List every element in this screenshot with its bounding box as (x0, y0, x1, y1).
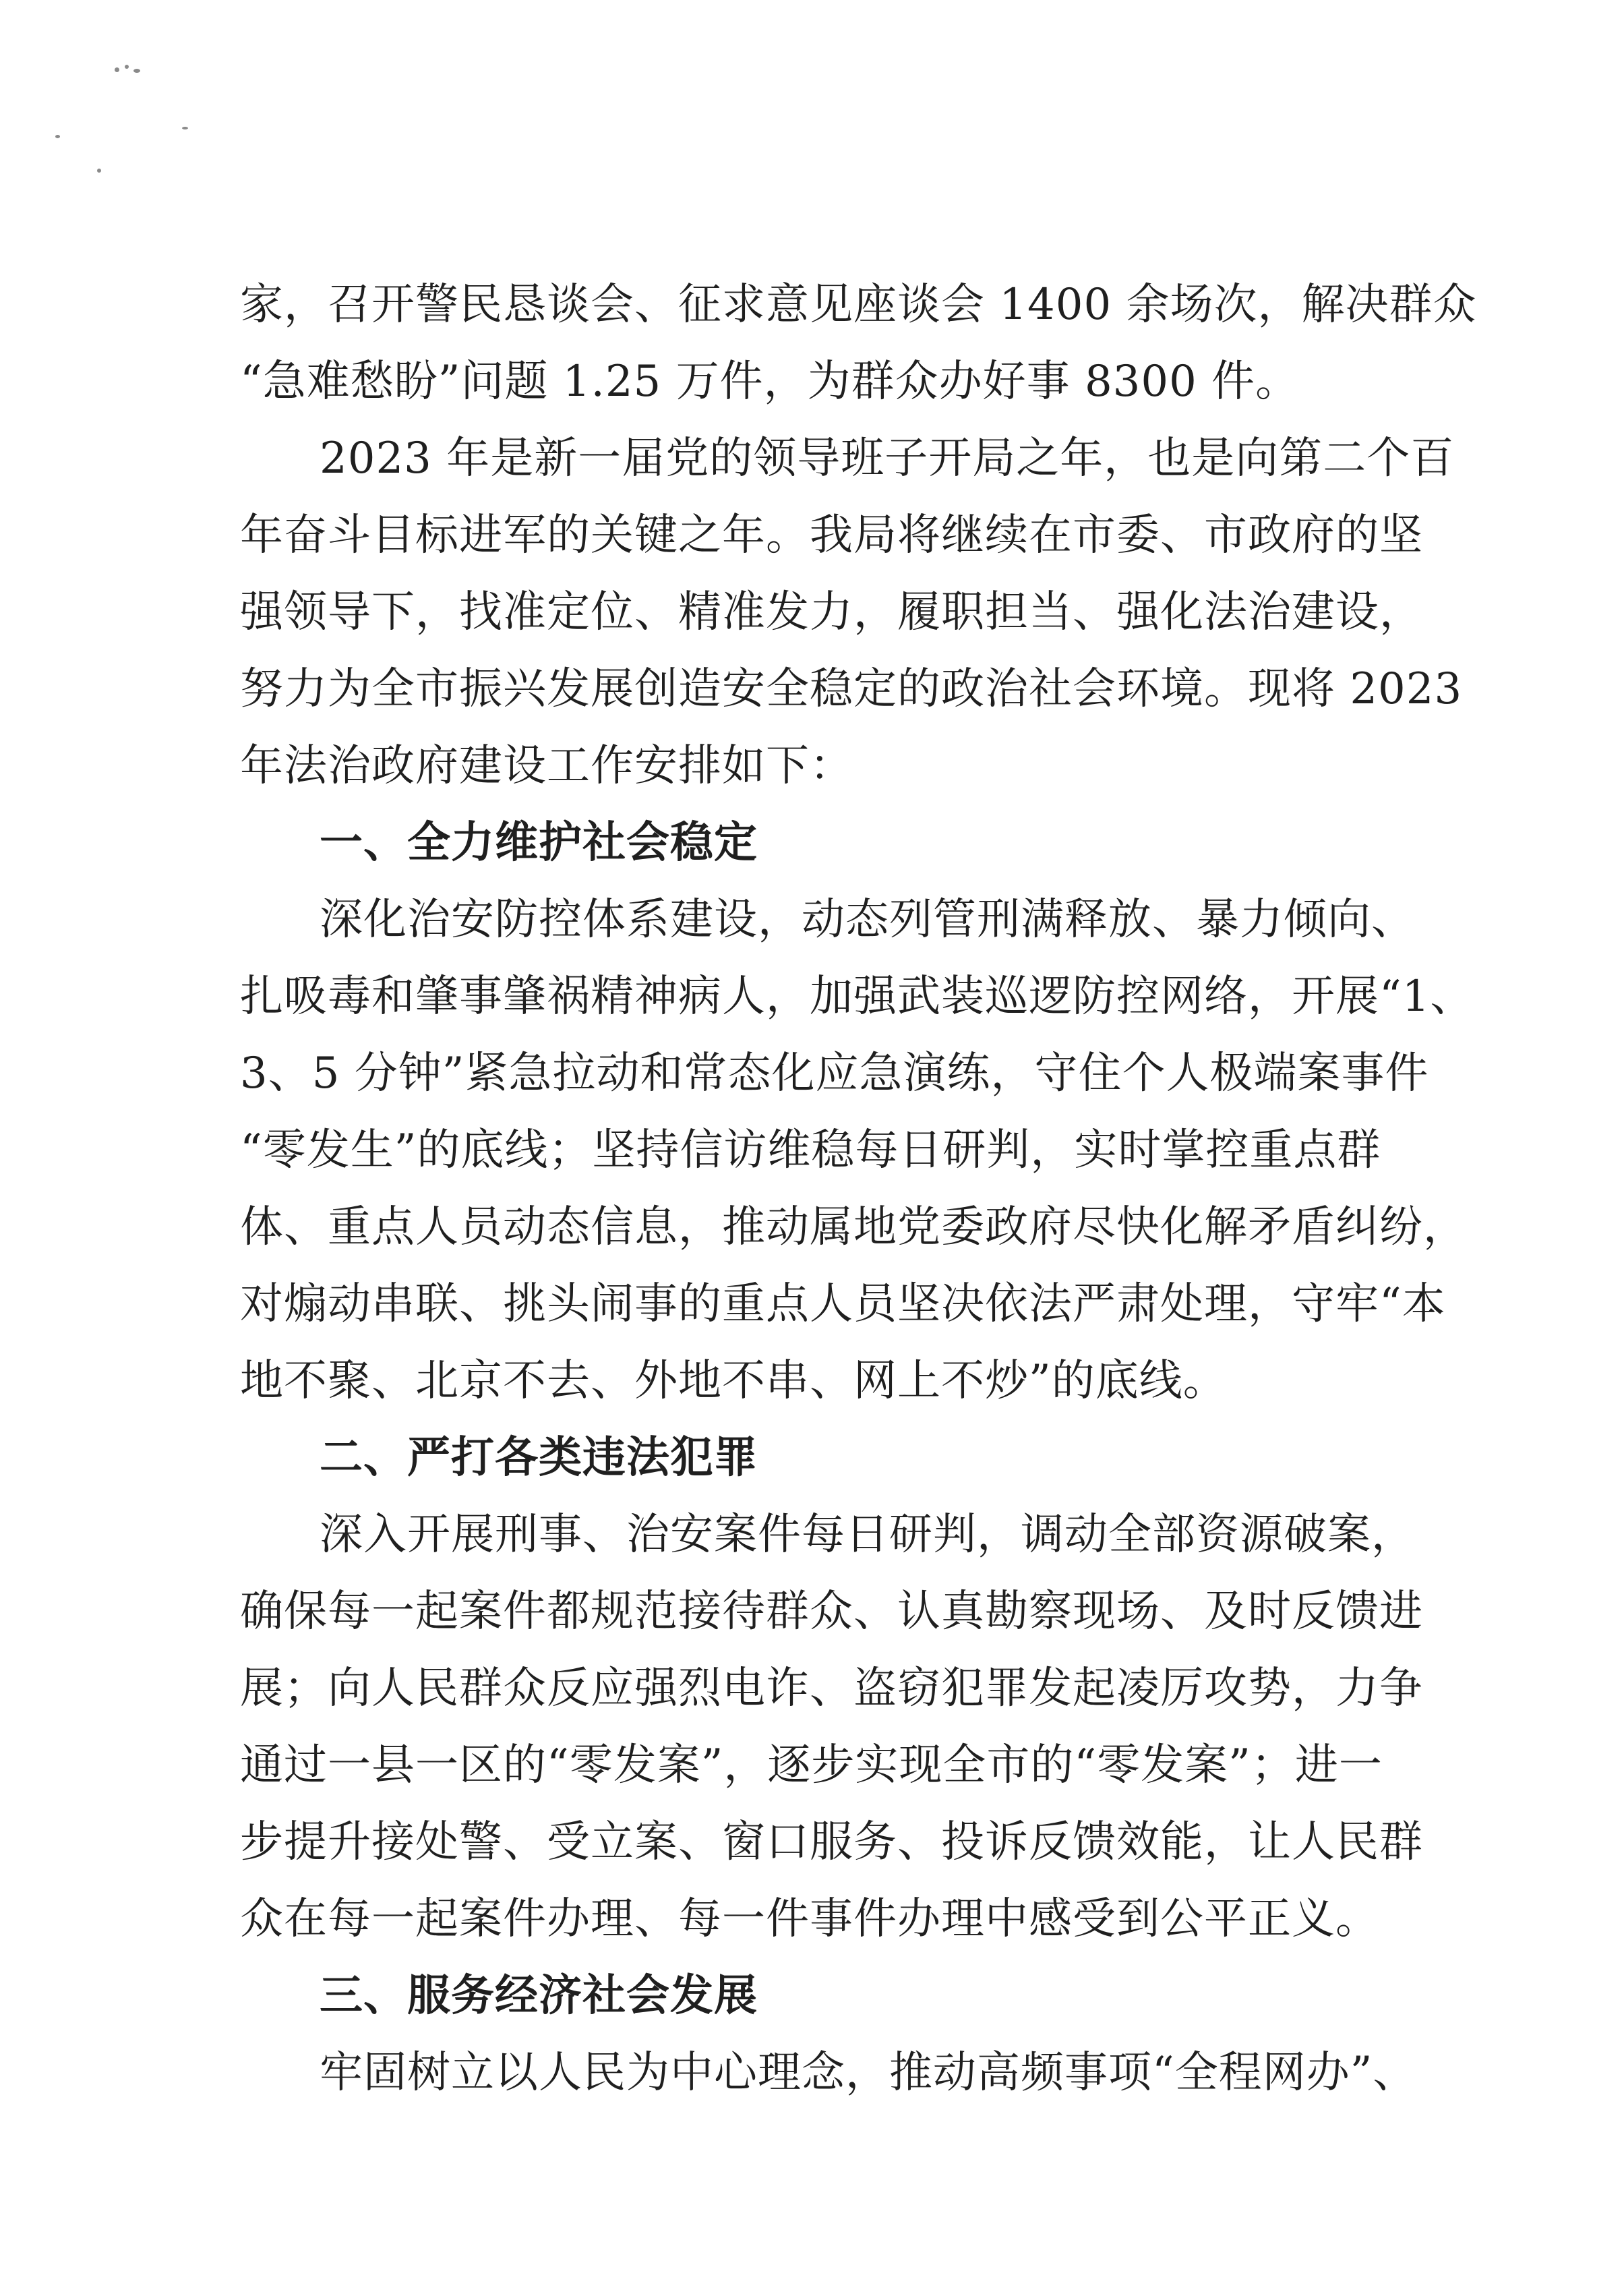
body-line: 3、5 分钟”紧急拉动和常态化应急演练，守住个人极端案事件 (240, 1049, 1429, 1098)
section-heading: 三、服务经济社会发展 (320, 1971, 758, 2021)
body-line: 努力为全市振兴发展创造安全稳定的政治社会环境。现将 2023 (240, 664, 1463, 714)
body-line: 体、重点人员动态信息，推动属地党委政府尽快化解矛盾纠纷， (240, 1202, 1467, 1252)
body-line: 步提升接处警、受立案、窗口服务、投诉反馈效能，让人民群 (240, 1817, 1423, 1867)
body-line: 地不聚、北京不去、外地不串、网上不炒”的底线。 (240, 1356, 1227, 1406)
body-line: 深化治安防控体系建设，动态列管刑满释放、暴力倾向、 (320, 895, 1415, 945)
body-line: “急难愁盼”问题 1.25 万件，为群众办好事 8300 件。 (240, 357, 1300, 407)
body-line: 年奋斗目标进军的关键之年。我局将继续在市委、市政府的坚 (240, 510, 1423, 560)
body-line: 扎吸毒和肇事肇祸精神病人，加强武装巡逻防控网络，开展“1、 (240, 972, 1474, 1022)
body-line: 深入开展刑事、治安案件每日研判，调动全部资源破案， (320, 1510, 1415, 1560)
section-heading: 一、全力维护社会稳定 (320, 818, 758, 868)
body-line: 众在每一起案件办理、每一件事件办理中感受到公平正义。 (240, 1894, 1379, 1944)
body-line: 牢固树立以人民为中心理念，推动高频事项“全程网办”、 (320, 2048, 1417, 2098)
body-line: 2023 年是新一届党的领导班子开局之年，也是向第二个百 (320, 434, 1455, 483)
body-line: 年法治政府建设工作安排如下： (240, 741, 853, 791)
body-line: 家，召开警民恳谈会、征求意见座谈会 1400 余场次，解决群众 (240, 280, 1477, 330)
body-line: 通过一县一区的“零发案”，逐步实现全市的“零发案”；进一 (240, 1740, 1383, 1790)
body-line: “零发生”的底线；坚持信访维稳每日研判，实时掌控重点群 (240, 1125, 1381, 1175)
body-line: 对煽动串联、挑头闹事的重点人员坚决依法严肃处理，守牢“本 (240, 1279, 1446, 1329)
body-line: 确保每一起案件都规范接待群众、认真勘察现场、及时反馈进 (240, 1587, 1423, 1637)
body-line: 展；向人民群众反应强烈电诈、盗窃犯罪发起凌厉攻势，力争 (240, 1664, 1423, 1713)
body-line: 强领导下，找准定位、精准发力，履职担当、强化法治建设， (240, 587, 1423, 637)
section-heading: 二、严打各类违法犯罪 (320, 1433, 758, 1483)
